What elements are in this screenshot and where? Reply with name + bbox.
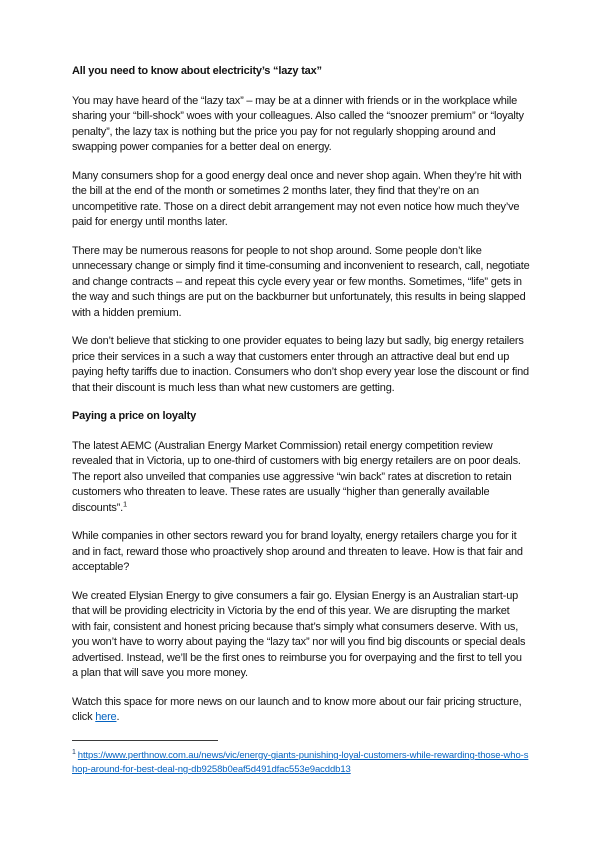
- aemc-review-text: The latest AEMC (Australian Energy Market Commission) retail energy competition review revealed that in Victoria, up to one-third of customers with big energy retailers are on poor deals. The report also unveiled that companies use aggressive “win back” rates at discretion to retain customers who threaten to leave. These rates are usually “higher than generally available discounts”.: [72, 439, 521, 514]
- paragraph-not-lazy: We don’t believe that sticking to one provider equates to being lazy but sadly, big energy retailers price their services in a such a way that customers enter through an attractive deal but end up paying hefty tariffs due to inaction. Consumers who don’t shop every year lose the discount or find that their discount is much less than what new customers are getting.: [72, 335, 529, 394]
- footnote-url-link[interactable]: https://www.perthnow.com.au/news/vic/energy-giants-punishing-loyal-customers-while-rewarding-those-who-shop-around-for-best-deal-ng-db9258b0eaf5d491dfac553e9acddb13: [72, 750, 529, 776]
- footnote-separator: [72, 740, 218, 741]
- footnote-section: [72, 740, 530, 777]
- footnote-entry: [72, 746, 530, 777]
- paragraph-elysian-energy: We created Elysian Energy to give consumers a fair go. Elysian Energy is an Australian start-up that will be providing electricity in Victoria by the end of this year. We are disrupting the market with fair, consistent and honest pricing because that’s simply what consumers deserve. With us, you won’t have to worry about paying the “lazy tax” nor will you find big discounts or special deals advertised. Instead, we’ll be the first ones to reimburse you for overpaying and the first to tell you a plan that will save you more money.: [72, 589, 526, 679]
- here-link[interactable]: here: [95, 711, 117, 723]
- watch-space-text: Watch this space for more news on our launch and to know more about our fair pricing structure, click: [72, 695, 522, 723]
- paragraph-shop-once: Many consumers shop for a good energy deal once and never shop again. When they’re hit with the bill at the end of the month or sometimes 2 months later, they find that they’re on an uncompetitive rate. Those on a direct debit arrangement may not even notice how much they’ve paid for energy until months later.: [72, 169, 522, 228]
- paragraph-watch-this-space: [72, 695, 530, 726]
- sentence-period: .: [116, 711, 120, 723]
- paragraph-lazy-tax-intro: You may have heard of the “lazy tax” – may be at a dinner with friends or in the workplace while sharing your “bill-shock” woes with your colleagues. Also called the “snoozer premium” or “loyalty penalty”, the lazy tax is nothing but the price you pay for not regularly shopping around and swapping power companies for a better deal on energy.: [72, 94, 524, 153]
- document-title: All you need to know about electricity’s “lazy tax”: [72, 65, 322, 77]
- paragraph-reasons-not-shop: There may be numerous reasons for people to not shop around. Some people don’t like unnecessary change or simply find it time-consuming and inconvenient to research, call, negotiate and change contracts – and repeat this cycle every year or few months. Sometimes, “life” gets in the way and such things are put on the backburner but unfortunately, this results in being slapped with a hidden premium.: [72, 244, 530, 319]
- section-heading-loyalty: Paying a price on loyalty: [72, 410, 196, 422]
- footnote-marker: 1: [72, 749, 76, 756]
- paragraph-aemc-review: [72, 439, 530, 517]
- footnote-reference[interactable]: 1: [123, 498, 127, 508]
- document-body: [72, 64, 530, 739]
- paragraph-brand-loyalty: While companies in other sectors reward you for brand loyalty, energy retailers charge you for it and in fact, reward those who proactively shop around and threaten to leave. How is that fair and acceptable?: [72, 530, 523, 573]
